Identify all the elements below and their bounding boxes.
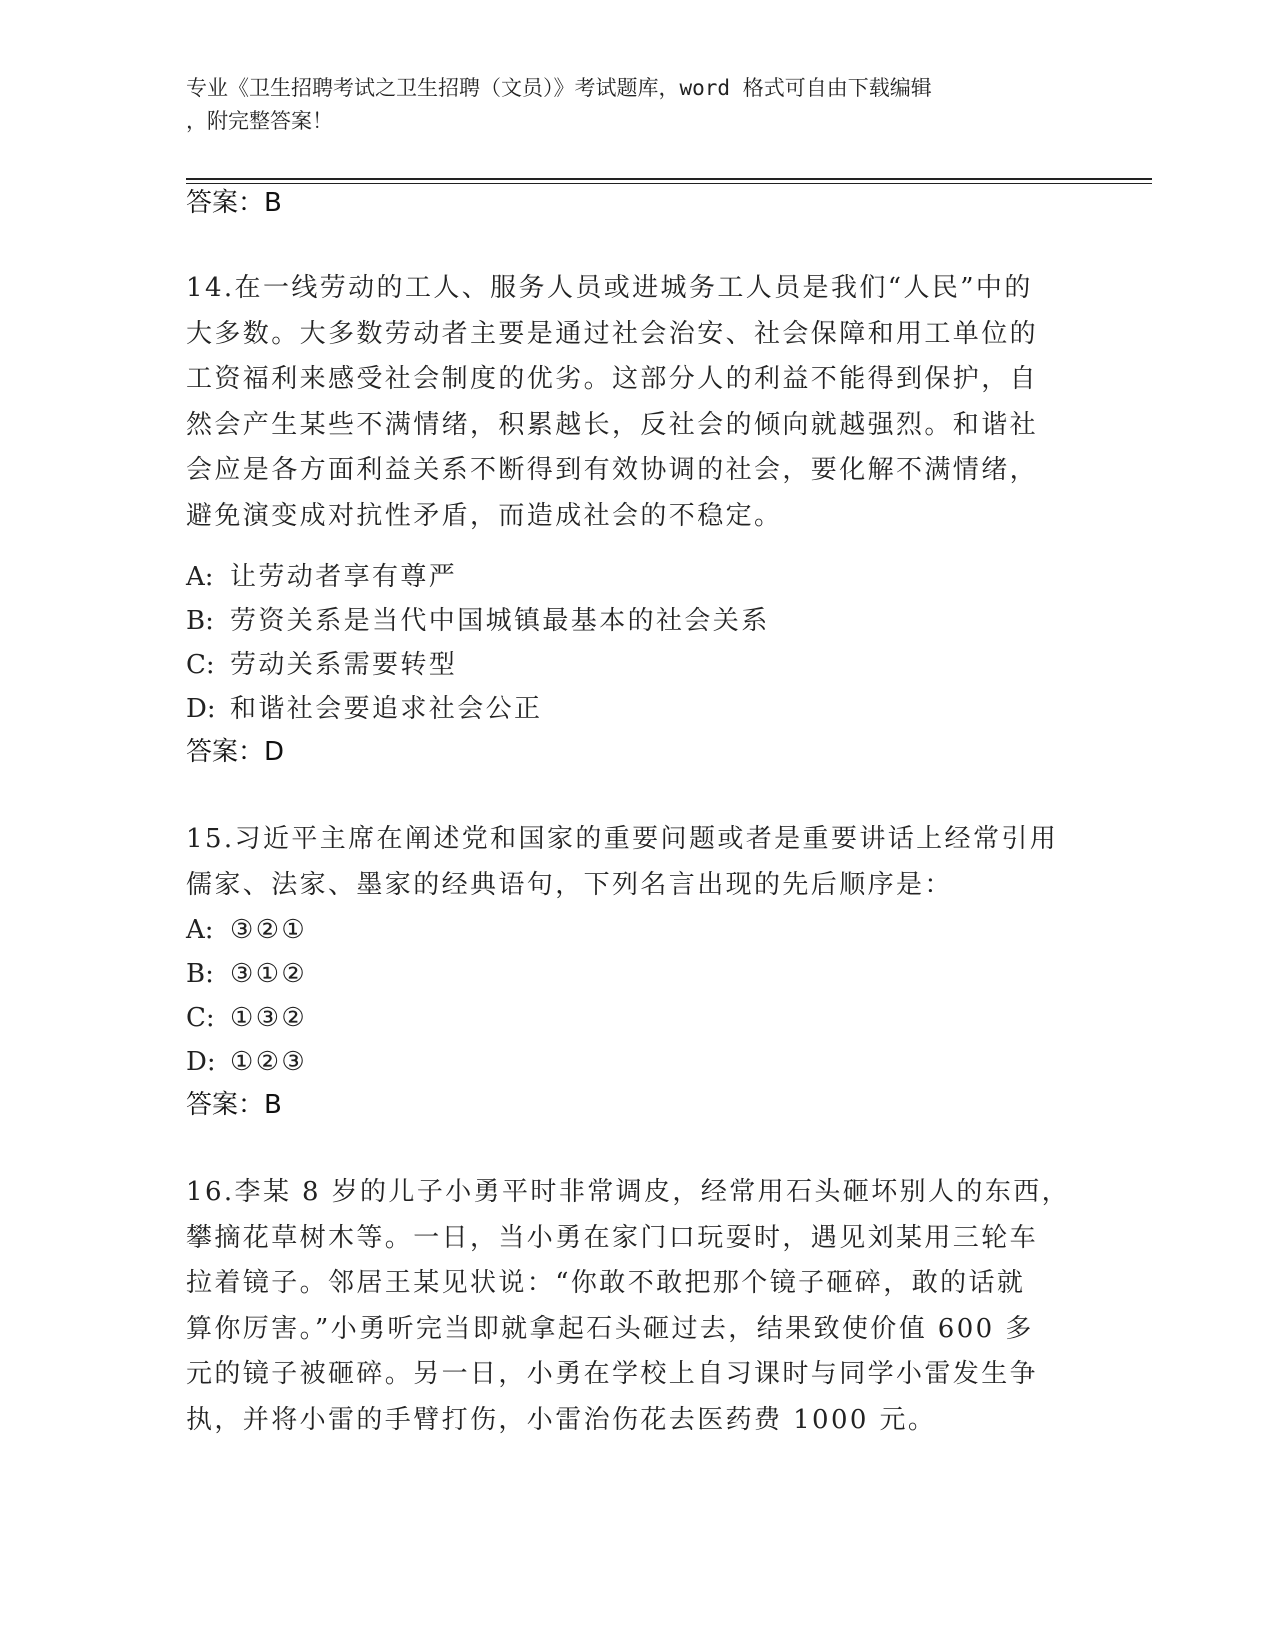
question-14-option-a — [186, 560, 457, 594]
option-text: 劳动关系需要转型 — [230, 650, 458, 680]
answer-prefix: 答案： — [186, 737, 265, 767]
question-15-text — [186, 817, 1086, 908]
header-line-2: ，附完整答案！ — [186, 109, 333, 133]
question-line: 15.习近平主席在阐述党和国家的重要问题或者是重要讲话上经常引用 — [186, 824, 1059, 854]
question-14-option-d — [186, 692, 542, 726]
answer-14 — [186, 735, 284, 769]
answer-value: D — [264, 737, 285, 767]
question-line: 工资福利来感受社会制度的优劣。这部分人的利益不能得到保护，自 — [186, 364, 1039, 394]
option-label: C: — [186, 1003, 215, 1033]
option-text: ③①② — [230, 959, 308, 989]
option-label: C: — [186, 650, 215, 680]
question-15-option-c — [186, 1001, 307, 1035]
question-line: 执，并将小雷的手臂打伤，小雷治伤花去医药费 1000 元。 — [186, 1404, 937, 1435]
answer-prefix: 答案： — [186, 1090, 265, 1120]
question-line: 大多数。大多数劳动者主要是通过社会治安、社会保障和用工单位的 — [186, 318, 1039, 349]
answer-15 — [186, 1088, 282, 1122]
question-line: 避免演变成对抗性矛盾，而造成社会的不稳定。 — [186, 500, 783, 531]
header-divider-thin — [186, 183, 1152, 184]
option-label: A: — [186, 562, 214, 592]
question-line: 然会产生某些不满情绪，积累越长，反社会的倾向就越强烈。和谐社 — [186, 409, 1039, 440]
question-14-option-c — [186, 648, 457, 682]
option-text: ①③② — [230, 1003, 308, 1033]
option-text: ③②① — [230, 915, 308, 945]
option-text: 让劳动者享有尊严 — [230, 562, 458, 592]
document-header — [186, 72, 1086, 138]
option-text: ①②③ — [230, 1047, 308, 1077]
question-line: 会应是各方面利益关系不断得到有效协调的社会，要化解不满情绪， — [186, 455, 1039, 485]
question-line: 16.李某 8 岁的儿子小勇平时非常调皮，经常用石头砸坏别人的东西， — [186, 1177, 1071, 1207]
question-line: 攀摘花草树木等。一日，当小勇在家门口玩耍时，遇见刘某用三轮车 — [186, 1222, 1039, 1253]
question-line: 14.在一线劳动的工人、服务人员或进城务工人员是我们“人民”中的 — [186, 273, 1033, 303]
question-15-option-b — [186, 957, 307, 991]
option-label: B: — [186, 959, 214, 989]
option-label: D: — [186, 694, 216, 724]
header-line-1: 专业《卫生招聘考试之卫生招聘（文员）》考试题库，word 格式可自由下载编辑 — [186, 76, 932, 100]
question-line: 算你厉害。”小勇听完当即就拿起石头砸过去，结果致使价值 600 多 — [186, 1313, 1034, 1344]
answer-value: B — [264, 1090, 282, 1120]
option-label: A: — [186, 915, 214, 945]
question-15-option-d — [186, 1045, 307, 1079]
question-15-option-a — [186, 913, 307, 947]
question-14-text — [186, 266, 1086, 539]
question-line: 儒家、法家、墨家的经典语句，下列名言出现的先后顺序是： — [186, 869, 953, 900]
question-line: 拉着镜子。邻居王某见状说：“你敢不敢把那个镜子砸碎，敢的话就 — [186, 1268, 1026, 1298]
header-divider — [186, 178, 1152, 180]
question-16-text — [186, 1170, 1086, 1443]
answer-13 — [186, 186, 282, 220]
option-text: 和谐社会要追求社会公正 — [230, 694, 543, 724]
answer-prefix: 答案： — [186, 188, 265, 218]
answer-value: B — [264, 188, 282, 218]
question-14-option-b — [186, 604, 770, 638]
question-line: 元的镜子被砸碎。另一日，小勇在学校上自习课时与同学小雷发生争 — [186, 1359, 1039, 1389]
option-label: D: — [186, 1047, 216, 1077]
option-text: 劳资关系是当代中国城镇最基本的社会关系 — [230, 606, 770, 636]
option-label: B: — [186, 606, 214, 636]
